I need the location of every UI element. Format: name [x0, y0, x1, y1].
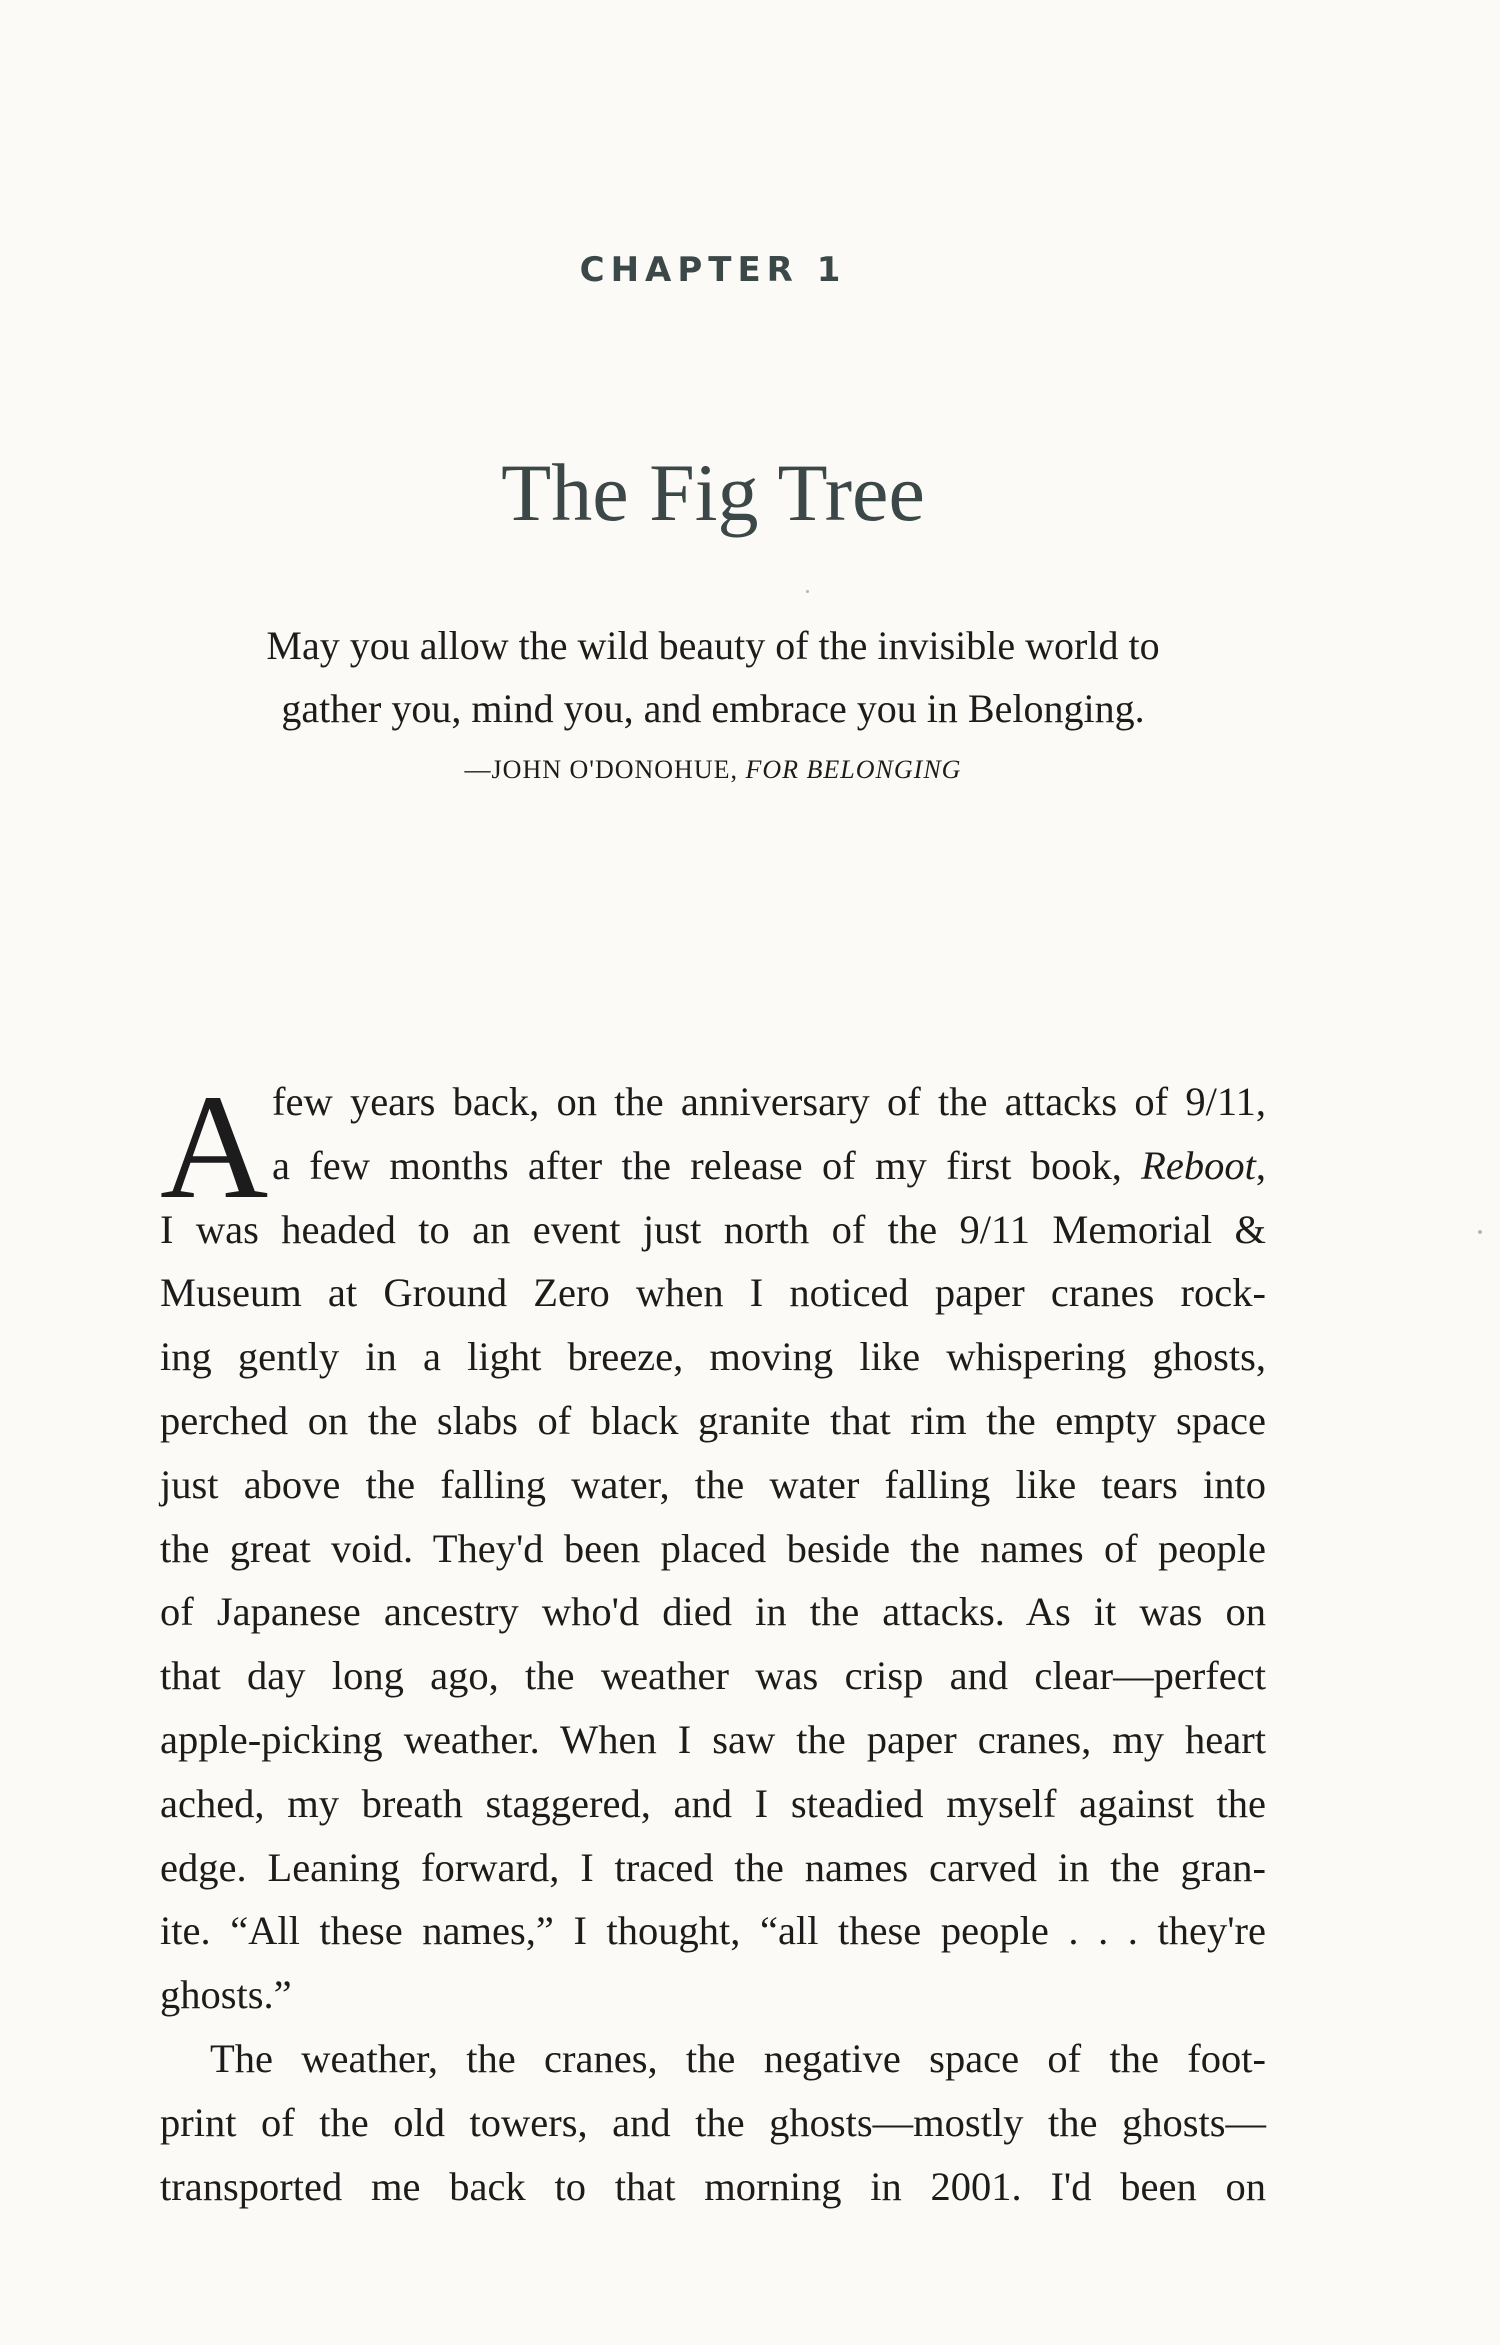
text-line: Museum at Ground Zero when I noticed paper cranes rock- [160, 1270, 1266, 1316]
chapter-title: The Fig Tree [501, 447, 925, 538]
body-text [160, 1064, 1266, 2218]
text-fragment: , [1255, 1142, 1266, 1188]
text-line: edge. Leaning forward, I traced the names carved in the gran- [160, 1844, 1266, 1890]
text-line: ing gently in a light breeze, moving like whispering ghosts, [160, 1334, 1266, 1380]
text-line: transported me back to that morning in 2001. I'd been on [160, 2163, 1266, 2209]
chapter-label: CHAPTER 1 [579, 250, 847, 290]
epigraph-attribution [0, 755, 1426, 785]
paper-speck [806, 590, 809, 593]
text-fragment: a few months after the release of my first book, [272, 1142, 1142, 1188]
paper-speck [1478, 1230, 1482, 1234]
attribution-work: FOR BELONGING [745, 755, 962, 784]
epigraph-line: May you allow the wild beauty of the invisible world to [266, 623, 1160, 668]
text-line: I was headed to an event just north of the 9/11 Memorial & [160, 1206, 1266, 1252]
text-line: The weather, the cranes, the negative space of the foot- [210, 2035, 1266, 2081]
text-line: ghosts.” [160, 1972, 292, 2018]
text-line: few years back, on the anniversary of the attacks of 9/11, [272, 1079, 1266, 1124]
text-line [160, 1134, 1266, 1198]
epigraph-line: gather you, mind you, and embrace you in Belonging. [281, 686, 1145, 731]
text-line: ite. “All these names,” I thought, “all these people . . . they're [160, 1908, 1266, 1954]
text-line: the great void. They'd been placed beside the names of people [160, 1525, 1266, 1571]
text-line: ached, my breath staggered, and I steadied myself against the [160, 1780, 1266, 1826]
text-line: apple-picking weather. When I saw the paper cranes, my heart [160, 1716, 1266, 1762]
text-line: just above the falling water, the water falling like tears into [160, 1461, 1266, 1507]
book-title: Reboot [1141, 1142, 1256, 1188]
text-line: print of the old towers, and the ghosts—mostly the ghosts— [160, 2099, 1266, 2145]
epigraph [160, 614, 1266, 740]
text-line: that day long ago, the weather was crisp and clear—perfect [160, 1653, 1266, 1699]
drop-cap: A [160, 1064, 269, 1230]
attribution-author: —JOHN O'DONOHUE, [464, 755, 746, 784]
text-line: perched on the slabs of black granite that rim the empty space [160, 1397, 1266, 1443]
text-line: of Japanese ancestry who'd died in the attacks. As it was on [160, 1589, 1266, 1635]
